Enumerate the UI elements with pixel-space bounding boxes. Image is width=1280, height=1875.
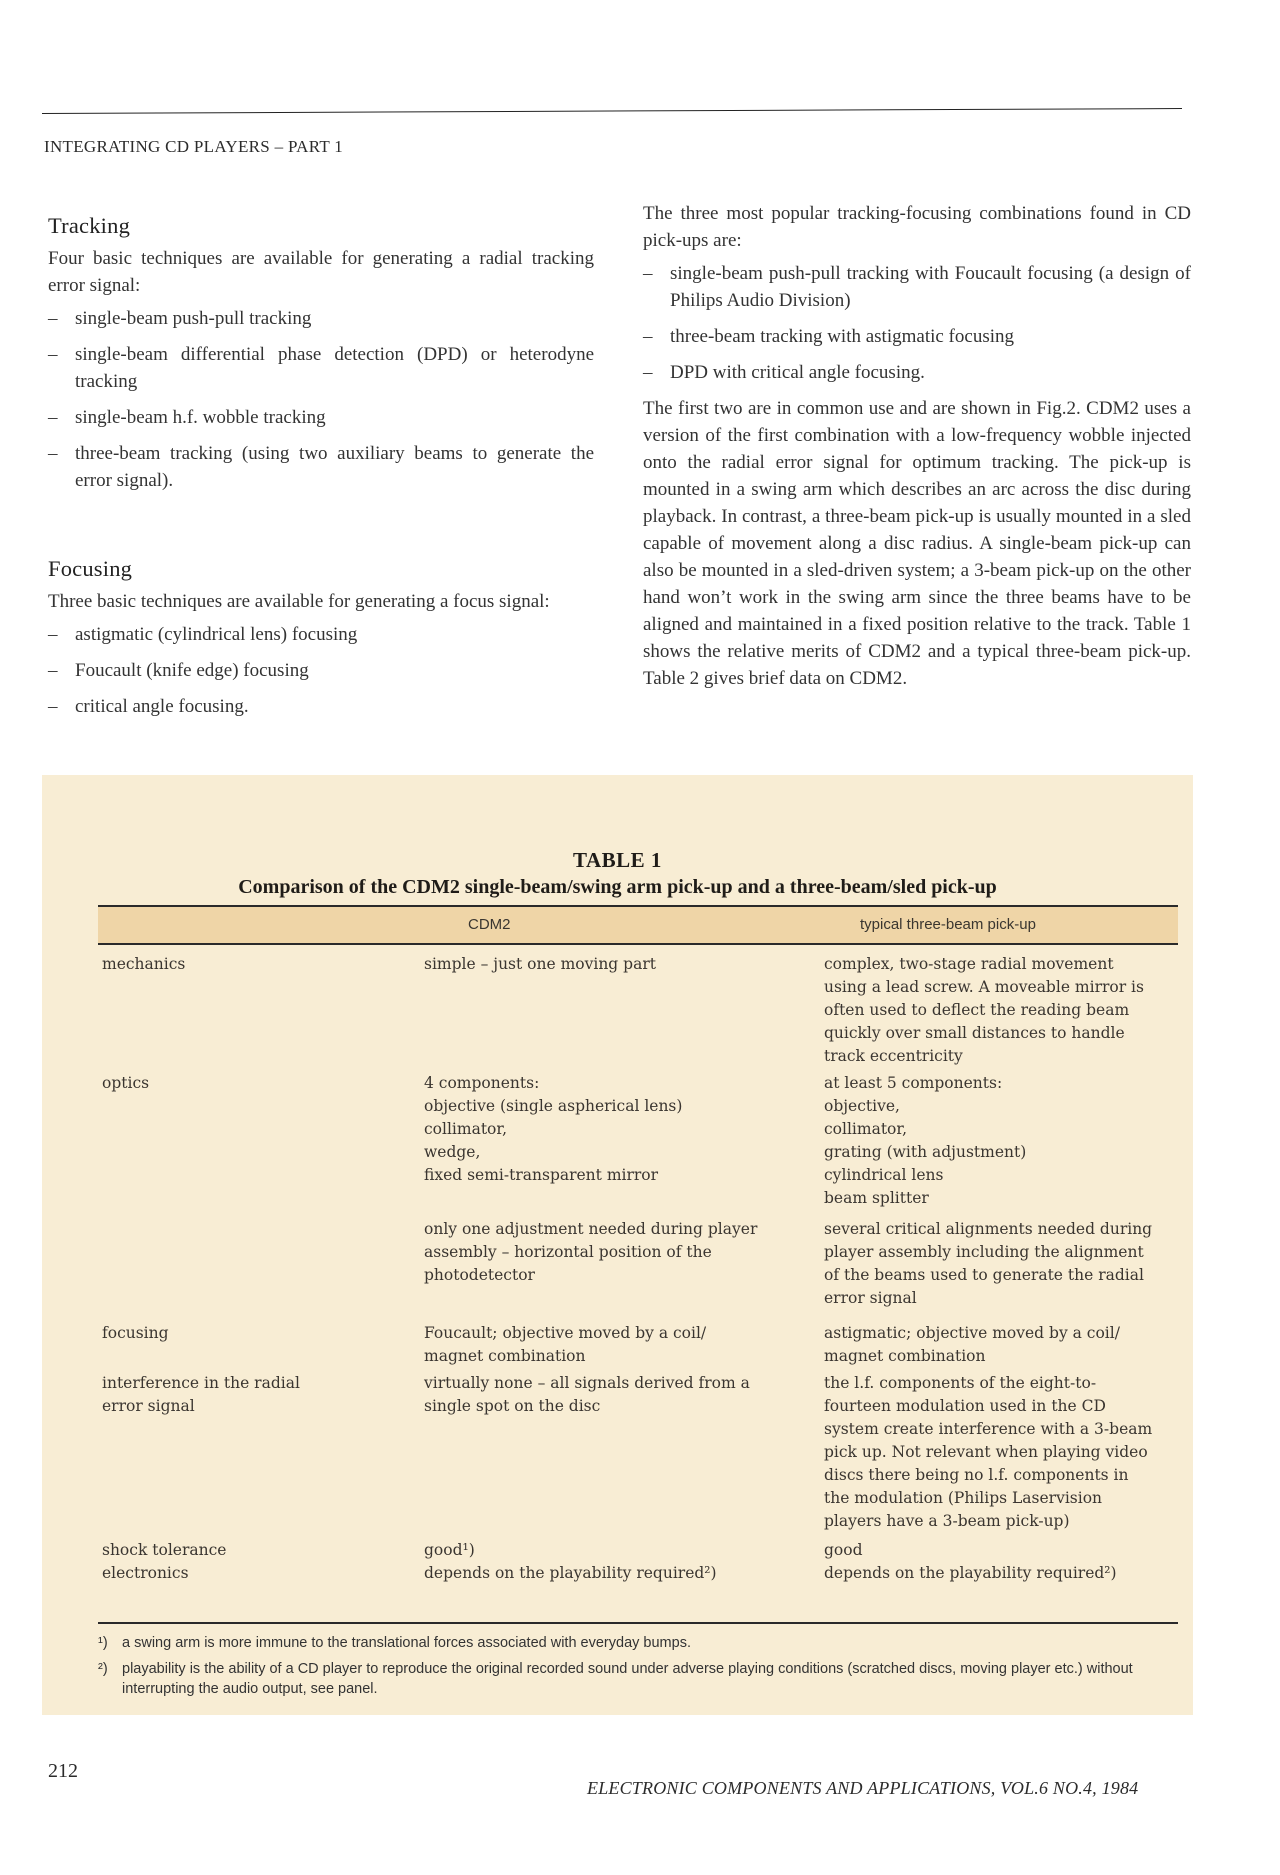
table-row <box>102 1562 1182 1585</box>
dash-bullet: – <box>48 696 58 717</box>
cell-line: beam splitter <box>824 1189 929 1207</box>
table-row <box>102 953 1182 1068</box>
cell-line: often used to deflect the reading beam <box>824 1001 1130 1019</box>
cell-line: using a lead screw. A moveable mirror is <box>824 978 1144 996</box>
feature-cell <box>102 1072 424 1210</box>
cell-line: objective (single aspherical lens) <box>424 1097 683 1115</box>
cell-line: collimator, <box>824 1120 908 1138</box>
cell-line: system create interference with a 3-beam <box>824 1420 1153 1438</box>
table-row <box>102 1372 1182 1533</box>
dash-bullet: – <box>48 308 58 329</box>
cell-line: single spot on the disc <box>424 1397 601 1415</box>
focusing-intro: Three basic techniques are available for generating a focus signal: <box>48 591 550 612</box>
dash-bullet: – <box>48 660 58 681</box>
focusing-list <box>48 621 594 720</box>
running-head: INTEGRATING CD PLAYERS – PART 1 <box>44 137 344 156</box>
table-caption: Comparison of the CDM2 single-beam/swing arm pick-up and a three-beam/sled pick-up <box>238 876 997 898</box>
feature-cell <box>102 1372 424 1533</box>
feature-cell <box>102 1322 424 1368</box>
cell-line: optics <box>102 1074 150 1092</box>
table-row <box>102 1218 1182 1310</box>
cell-line: 4 components: <box>424 1074 540 1092</box>
footnote: ¹) a swing arm is more immune to the translational forces associated with everyday bumps. <box>98 1635 691 1651</box>
focusing-heading: Focusing <box>48 556 133 581</box>
cell-line: magnet combination <box>824 1347 986 1365</box>
cell-line: good <box>824 1541 863 1559</box>
three-beam-cell <box>824 953 1164 1068</box>
page-number: 212 <box>48 1760 78 1782</box>
cell-line: several critical alignments needed during <box>824 1220 1153 1238</box>
cell-line: mechanics <box>102 955 186 973</box>
cell-line: error signal <box>824 1289 917 1307</box>
cdm2-cell <box>424 1539 824 1562</box>
feature-cell <box>102 953 424 1068</box>
cdm2-cell <box>424 1372 824 1533</box>
cell-line: collimator, <box>424 1120 508 1138</box>
dash-bullet: – <box>48 344 58 365</box>
cell-line: complex, two-stage radial movement <box>824 955 1114 973</box>
combinations-intro: The three most popular tracking-focusing combinations found in CD pick-ups are: <box>643 203 1191 251</box>
dash-bullet: – <box>643 362 653 383</box>
dash-bullet: – <box>48 624 58 645</box>
feature-cell <box>102 1218 424 1310</box>
three-beam-cell <box>824 1218 1164 1310</box>
tracking-heading: Tracking <box>48 213 131 238</box>
left-column <box>48 212 594 729</box>
cell-line: cylindrical lens <box>824 1166 944 1184</box>
cell-line: fourteen modulation used in the CD <box>824 1397 1106 1415</box>
three-beam-cell <box>824 1562 1164 1585</box>
list-item: – single-beam h.f. wobble tracking <box>48 404 594 431</box>
three-beam-cell <box>824 1372 1164 1533</box>
journal-footer: ELECTRONIC COMPONENTS AND APPLICATIONS, VOL.6 NO.4, 1984 <box>587 1778 1139 1798</box>
list-item: – single-beam push-pull tracking <box>48 305 594 332</box>
list-item: – single-beam differential phase detection (DPD) or heterodyne tracking <box>48 341 594 395</box>
feature-cell <box>102 1562 424 1585</box>
cell-line: depends on the playability required²) <box>824 1564 1117 1582</box>
cell-line: virtually none – all signals derived from a <box>424 1374 750 1392</box>
cell-line: Foucault; objective moved by a coil/ <box>424 1324 707 1342</box>
feature-cell <box>102 1539 424 1562</box>
cell-line: quickly over small distances to handle <box>824 1024 1125 1042</box>
table-row <box>102 1072 1182 1210</box>
table-header <box>98 905 1178 945</box>
header-rule <box>42 108 1182 114</box>
cell-line: fixed semi-transparent mirror <box>424 1166 659 1184</box>
list-item: – critical angle focusing. <box>48 693 594 720</box>
cell-line: shock tolerance <box>102 1541 227 1559</box>
cell-line: photodetector <box>424 1266 535 1284</box>
cell-line: magnet combination <box>424 1347 586 1365</box>
cell-line: focusing <box>102 1324 169 1342</box>
cell-line: player assembly including the alignment <box>824 1243 1144 1261</box>
cdm2-cell <box>424 1322 824 1368</box>
cdm2-cell <box>424 1562 824 1585</box>
cell-line: pick up. Not relevant when playing video <box>824 1443 1148 1461</box>
three-beam-cell <box>824 1072 1164 1210</box>
cell-line: discs there being no l.f. components in <box>824 1466 1129 1484</box>
right-column <box>643 200 1191 698</box>
cdm2-cell <box>424 1218 824 1310</box>
footnote: ²) playability is the ability of a CD player to reproduce the original recorded sound under adverse playing conditions (scratched discs, moving player etc.) without interrupting the audio output, see panel. <box>98 1661 1133 1697</box>
dash-bullet: – <box>643 263 653 284</box>
cell-line: only one adjustment needed during player <box>424 1220 758 1238</box>
cdm2-cell <box>424 953 824 1068</box>
cell-line: depends on the playability required²) <box>424 1564 717 1582</box>
tracking-list <box>48 305 594 494</box>
cell-line: wedge, <box>424 1143 481 1161</box>
cell-line: of the beams used to generate the radial <box>824 1266 1144 1284</box>
cell-line: electronics <box>102 1564 189 1582</box>
cell-line: assembly – horizontal position of the <box>424 1243 712 1261</box>
list-item: – astigmatic (cylindrical lens) focusing <box>48 621 594 648</box>
column-header-three-beam: typical three-beam pick-up <box>860 916 1036 933</box>
dash-bullet: – <box>48 443 58 464</box>
three-beam-cell <box>824 1322 1164 1368</box>
table-label: TABLE 1 <box>573 848 662 872</box>
three-beam-cell <box>824 1539 1164 1562</box>
body-paragraph: The first two are in common use and are shown in Fig.2. CDM2 uses a version of the first combination with a low-frequency wobble injected onto the radial error signal for optimum tracking. The pick-up is mounted in a swing arm which describes an arc across the disc during playback. In contrast, a three-beam pick-up is usually mounted in a sled capable of movement along a disc radius. A single-beam pick-up can also be mounted in a sled-driven system; a 3-beam pick-up on the other hand won’t work in the swing arm since the three beams have to be aligned and maintained in a fixed position relative to the track. Table 1 shows the relative merits of CDM2 and a typical three-beam pick-up. Table 2 gives brief data on CDM2. <box>643 398 1191 689</box>
cell-line: interference in the radial <box>102 1374 300 1392</box>
table-row <box>102 1539 1182 1562</box>
dash-bullet: – <box>48 407 58 428</box>
dash-bullet: – <box>643 326 653 347</box>
cell-line: players have a 3-beam pick-up) <box>824 1512 1070 1530</box>
column-header-cdm2: CDM2 <box>468 916 511 933</box>
cell-line: objective, <box>824 1097 900 1115</box>
list-item: – three-beam tracking (using two auxiliary beams to generate the error signal). <box>48 440 594 494</box>
cell-line: simple – just one moving part <box>424 955 656 973</box>
combinations-list <box>643 260 1191 386</box>
table-panel <box>42 775 1193 1715</box>
cell-line: error signal <box>102 1397 195 1415</box>
list-item: – single-beam push-pull tracking with Foucault focusing (a design of Philips Audio Division) <box>643 260 1191 314</box>
list-item: – Foucault (knife edge) focusing <box>48 657 594 684</box>
cdm2-cell <box>424 1072 824 1210</box>
cell-line: grating (with adjustment) <box>824 1143 1027 1161</box>
list-item: – DPD with critical angle focusing. <box>643 359 1191 386</box>
cell-line: good¹) <box>424 1541 475 1559</box>
table-row <box>102 1322 1182 1368</box>
cell-line: track eccentricity <box>824 1047 963 1065</box>
cell-line: the l.f. components of the eight-to- <box>824 1374 1097 1392</box>
cell-line: the modulation (Philips Laservision <box>824 1489 1103 1507</box>
list-item: – three-beam tracking with astigmatic focusing <box>643 323 1191 350</box>
cell-line: at least 5 components: <box>824 1074 1003 1092</box>
table-footnotes <box>98 1633 1178 1705</box>
cell-line: astigmatic; objective moved by a coil/ <box>824 1324 1120 1342</box>
tracking-intro: Four basic techniques are available for generating a radial tracking error signal: <box>48 248 594 296</box>
table-body <box>102 953 1182 1585</box>
table-bottom-rule <box>98 1622 1178 1624</box>
